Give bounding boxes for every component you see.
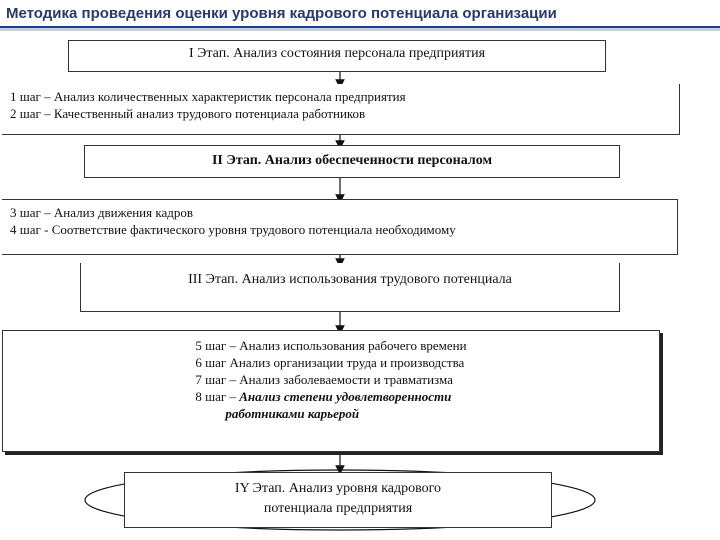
stage3-steps-box: [2, 330, 660, 452]
stage2-steps-box: [2, 199, 678, 255]
step-2: 2 шаг – Качественный анализ трудового потенциала работников: [10, 106, 366, 121]
step-1: 1 шаг – Анализ количественных характеристик персонала предприятия: [10, 89, 406, 104]
stage4-box: [124, 472, 552, 528]
step-5: 5 шаг – Анализ использования рабочего времени: [195, 338, 467, 353]
step-6: 6 шаг Анализ организации труда и производства: [195, 355, 465, 370]
step-4: 4 шаг - Соответствие фактического уровня трудового потенциала необходимому: [10, 222, 456, 237]
stage4-label-line1: IY Этап. Анализ уровня кадрового: [234, 481, 442, 496]
stage2-label: II Этап. Анализ обеспеченности персоналом: [211, 153, 492, 168]
stage3-label: III Этап. Анализ использования трудового потенциала: [188, 272, 512, 287]
stage1-label: I Этап. Анализ состояния персонала предприятия: [188, 46, 486, 61]
step-3: 3 шаг – Анализ движения кадров: [10, 205, 193, 220]
step-7: 7 шаг – Анализ заболеваемости и травматизма: [195, 372, 453, 387]
step-8: [195, 388, 466, 405]
stage3-box: [80, 263, 620, 312]
step-8-text-line2: работниками карьерой: [225, 406, 360, 421]
stage4-label-line2: потенциала предприятия: [263, 501, 413, 516]
page-title: Методика проведения оценки уровня кадрового потенциала организации: [0, 0, 720, 28]
step-8-text-line1: Анализ степени удовлетворенности: [239, 389, 452, 404]
stage2-box: [84, 145, 620, 178]
stage1-steps-box: [2, 84, 680, 135]
stage1-box: [68, 40, 606, 72]
step-8-prefix: 8 шаг –: [195, 389, 240, 404]
